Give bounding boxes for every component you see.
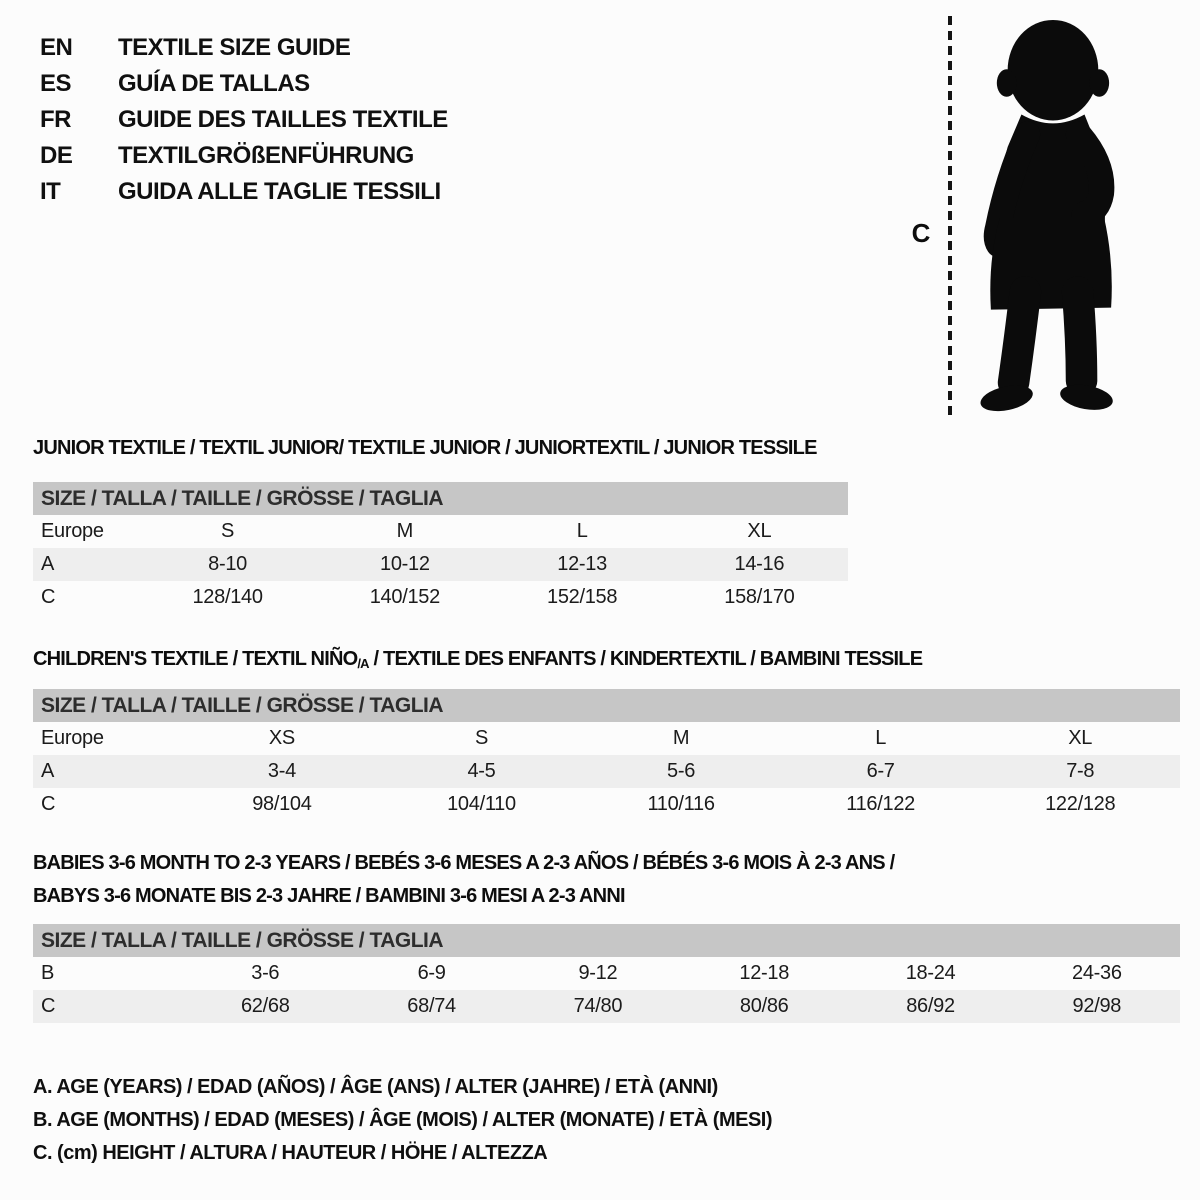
table-row [33, 990, 1180, 1023]
table-row [33, 722, 1180, 755]
table-cell: 12-18 [739, 962, 790, 984]
children-title-sub: /A [357, 656, 369, 671]
table-cell: 24-36 [1072, 962, 1122, 984]
table-cell: 80/86 [681, 990, 847, 1023]
dashed-measure-line [948, 16, 952, 420]
lang-title-es: GUÍA DE TALLAS [118, 70, 310, 97]
note-age-years: A. AGE (YEARS) / EDAD (AÑOS) / ÂGE (ANS) / ALTER (JAHRE) / ETÀ (ANNI) [33, 1076, 718, 1098]
legend-notes [33, 1071, 772, 1170]
lang-title-fr: GUIDE DES TAILLES TEXTILE [118, 106, 448, 133]
children-title-suffix: / TEXTILE DES ENFANTS / KINDERTEXTIL / BAMBINI TESSILE [368, 648, 923, 670]
lang-code-en: EN [40, 34, 73, 61]
lang-title-it: GUIDA ALLE TAGLIE TESSILI [118, 178, 441, 205]
table-cell: 158/170 [724, 586, 795, 608]
table-row [33, 581, 848, 614]
table-cell: 7-8 [980, 755, 1180, 788]
table-cell: 116/122 [846, 793, 915, 815]
row-label: C [41, 586, 56, 608]
lang-code-de: DE [40, 142, 73, 169]
table-cell: 140/152 [369, 586, 440, 608]
row-label: C [41, 793, 56, 815]
table-cell: L [875, 727, 887, 749]
babies-title-line1: BABIES 3-6 MONTH TO 2-3 YEARS / BEBÉS 3-6 MESES A 2-3 AÑOS / BÉBÉS 3-6 MOIS À 2-3 ANS / [33, 852, 895, 874]
language-title-block [40, 30, 448, 210]
table-cell: M [396, 520, 414, 542]
babies-section-title [33, 847, 894, 913]
lang-code-es: ES [40, 70, 72, 97]
size-header-label: SIZE / TALLA / TAILLE / GRÖSSE / TAGLIA [33, 924, 1180, 957]
row-label: A [33, 755, 182, 788]
height-measure-label: C [911, 218, 931, 248]
babies-title-line2: BABYS 3-6 MONATE BIS 2-3 JAHRE / BAMBINI 3-6 MESI A 2-3 ANNI [33, 885, 625, 907]
table-cell: 128/140 [192, 586, 263, 608]
row-label: B [41, 962, 55, 984]
lang-code-it: IT [40, 178, 61, 205]
table-cell: 18-24 [905, 962, 956, 984]
table-cell: 6-7 [781, 755, 981, 788]
table-row [33, 957, 1180, 990]
table-cell: 110/116 [647, 793, 715, 815]
children-section-title [33, 647, 922, 676]
table-cell: 12-13 [493, 548, 670, 581]
table-row [33, 515, 848, 548]
table-cell: M [672, 727, 690, 749]
table-cell: 86/92 [847, 990, 1013, 1023]
table-cell: 4-5 [382, 755, 582, 788]
children-size-table [33, 689, 1180, 821]
table-cell: 14-16 [671, 548, 848, 581]
table-cell: 68/74 [348, 990, 514, 1023]
table-cell: 74/80 [515, 990, 681, 1023]
babies-size-table [33, 924, 1180, 1023]
table-cell: 152/158 [547, 586, 618, 608]
row-label: A [33, 548, 139, 581]
table-cell: 62/68 [182, 990, 348, 1023]
row-label: Europe [41, 727, 104, 749]
table-cell: 9-12 [578, 962, 618, 984]
lang-title-de: TEXTILGRÖßENFÜHRUNG [118, 142, 414, 169]
note-height-cm: C. (cm) HEIGHT / ALTURA / HAUTEUR / HÖHE / ALTEZZA [33, 1142, 548, 1164]
toddler-silhouette-icon [962, 16, 1140, 420]
table-cell: L [576, 520, 588, 542]
note-age-months: B. AGE (MONTHS) / EDAD (MESES) / ÂGE (MOIS) / ALTER (MONATE) / ETÀ (MESI) [33, 1109, 773, 1131]
table-cell: 6-9 [417, 962, 446, 984]
lang-title-en: TEXTILE SIZE GUIDE [118, 34, 351, 61]
table-row [33, 788, 1180, 821]
table-cell: 3-4 [182, 755, 382, 788]
children-title-prefix: CHILDREN'S TEXTILE / TEXTIL NIÑO [33, 648, 358, 670]
junior-size-table [33, 482, 848, 614]
size-header-label: SIZE / TALLA / TAILLE / GRÖSSE / TAGLIA [33, 689, 1180, 722]
table-cell: 104/110 [447, 793, 516, 815]
table-cell: S [474, 727, 488, 749]
size-header-row [33, 482, 848, 515]
table-cell: 98/104 [252, 793, 312, 815]
lang-code-fr: FR [40, 106, 71, 133]
table-row [33, 548, 848, 581]
table-cell: XS [268, 727, 295, 749]
table-row [33, 755, 1180, 788]
table-cell: XL [747, 520, 772, 542]
table-cell: S [221, 520, 235, 542]
table-cell: 8-10 [139, 548, 316, 581]
table-cell: 5-6 [581, 755, 781, 788]
size-header-row [33, 924, 1180, 957]
junior-section-title: JUNIOR TEXTILE / TEXTIL JUNIOR/ TEXTILE JUNIOR / JUNIORTEXTIL / JUNIOR TESSILE [33, 437, 817, 459]
table-cell: 3-6 [251, 962, 280, 984]
table-cell: 10-12 [316, 548, 493, 581]
table-cell: 122/128 [1045, 793, 1116, 815]
table-cell: XL [1068, 727, 1093, 749]
size-header-label: SIZE / TALLA / TAILLE / GRÖSSE / TAGLIA [33, 482, 848, 515]
row-label: C [33, 990, 182, 1023]
row-label: Europe [41, 520, 104, 542]
table-cell: 92/98 [1014, 990, 1180, 1023]
size-header-row [33, 689, 1180, 722]
